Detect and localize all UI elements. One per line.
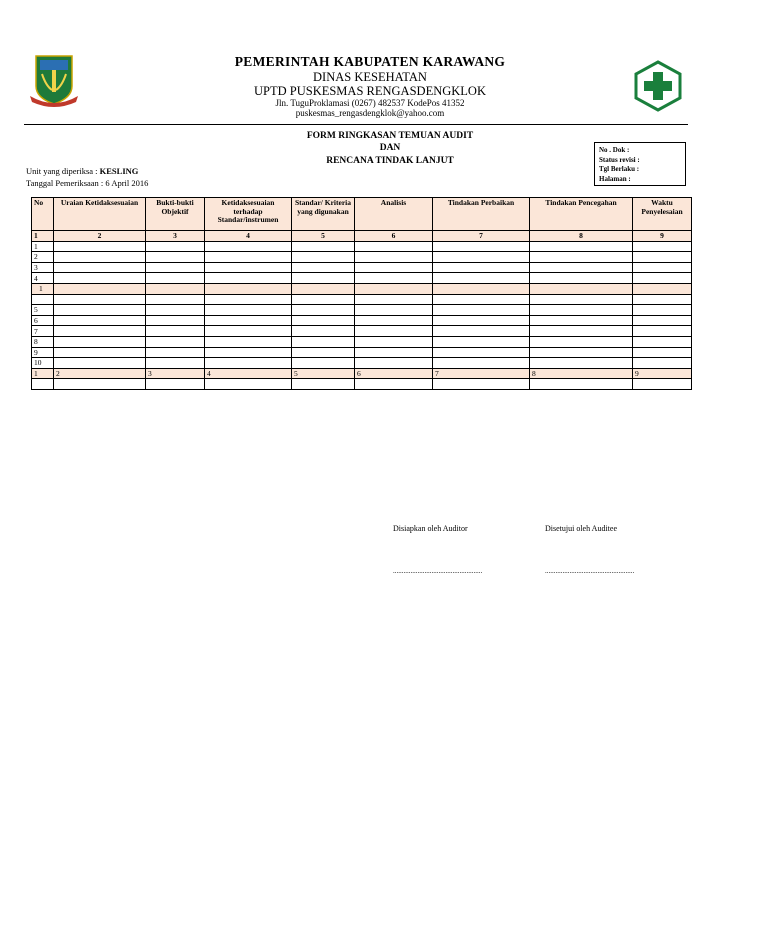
- unit-info: [26, 166, 138, 176]
- column-number: 2: [54, 368, 146, 379]
- row-number: 9: [32, 347, 54, 358]
- letterhead-government: PEMERINTAH KABUPATEN KARAWANG: [234, 54, 506, 69]
- col-header: Analisis: [355, 198, 433, 231]
- column-number: 1: [32, 231, 54, 242]
- column-number: 6: [355, 231, 433, 242]
- unit-value: KESLING: [99, 166, 139, 176]
- auditor-signature-label: Disiapkan oleh Auditor: [393, 524, 468, 533]
- column-number: 4: [205, 368, 292, 379]
- row-number: 5: [32, 305, 54, 316]
- table-row: [32, 379, 692, 390]
- date-value: 6 April 2016: [105, 178, 149, 188]
- column-number: 5: [292, 231, 355, 242]
- letterhead-email: puskesmas_rengasdengklok@yahoo.com: [295, 108, 445, 118]
- doc-number-label: No . Dok :: [599, 146, 630, 154]
- col-header: Waktu Penyelesaian: [633, 198, 692, 231]
- column-number: 9: [633, 368, 692, 379]
- col-header: Ketidaksesuaian terhadap Standar/instrumen: [205, 198, 292, 231]
- row-number: 1: [32, 241, 54, 252]
- column-number: 7: [433, 368, 530, 379]
- letterhead-divider: [24, 124, 688, 125]
- form-title-line2: DAN: [379, 143, 401, 153]
- table-row: [32, 347, 692, 358]
- auditee-signature-line: ...................................................: [545, 567, 635, 575]
- form-title-line3: RENCANA TINDAK LANJUT: [326, 156, 454, 166]
- table-row: [32, 315, 692, 326]
- table-row: [32, 336, 692, 347]
- table-header-row: [32, 198, 692, 231]
- row-number: 2: [32, 252, 54, 263]
- col-header: Standar/ Kriteria yang digunakan: [292, 198, 355, 231]
- document-info-box: [594, 142, 686, 186]
- table-row: [32, 358, 692, 369]
- column-number: 3: [146, 368, 205, 379]
- column-number: 3: [146, 231, 205, 242]
- column-number: 7: [433, 231, 530, 242]
- audit-findings-table: [31, 197, 692, 390]
- table-row: [32, 252, 692, 263]
- auditor-signature-line: ...................................................: [393, 567, 483, 575]
- column-number-row: [32, 231, 692, 242]
- row-number: 3: [32, 262, 54, 273]
- row-number: 8: [32, 336, 54, 347]
- letterhead-unit: UPTD PUSKESMAS RENGASDENGKLOK: [254, 84, 486, 98]
- col-header: Bukti-bukti Objektif: [146, 198, 205, 231]
- table-row: [32, 294, 692, 305]
- table-row: [32, 273, 692, 284]
- row-number: 6: [32, 315, 54, 326]
- date-label: Tanggal Pemeriksaan :: [26, 178, 104, 188]
- row-number: 1: [32, 283, 54, 294]
- col-header: Tindakan Pencegahan: [530, 198, 633, 231]
- table-row: [32, 241, 692, 252]
- auditee-signature-label: Disetujui oleh Auditee: [545, 524, 617, 533]
- doc-page-label: Halaman :: [599, 174, 631, 183]
- letterhead-address: Jln. TuguProklamasi (0267) 482537 KodePos 41352: [275, 98, 465, 108]
- date-info: [26, 178, 148, 188]
- row-number: 10: [32, 358, 54, 369]
- column-number: 8: [530, 231, 633, 242]
- doc-status-label: Status revisi :: [599, 155, 640, 164]
- table-row-highlight: [32, 283, 692, 294]
- column-number: 5: [292, 368, 355, 379]
- form-title-line1: FORM RINGKASAN TEMUAN AUDIT: [306, 131, 474, 141]
- letterhead-department: DINAS KESEHATAN: [313, 70, 427, 84]
- table-row: [32, 262, 692, 273]
- column-number: 8: [530, 368, 633, 379]
- column-number: 4: [205, 231, 292, 242]
- health-cross-logo: [632, 60, 684, 112]
- table-row: [32, 326, 692, 337]
- column-number: 6: [355, 368, 433, 379]
- row-number: 7: [32, 326, 54, 337]
- col-header: No: [32, 198, 54, 231]
- karawang-crest-logo: [26, 52, 82, 108]
- unit-label: Unit yang diperiksa :: [26, 166, 98, 176]
- column-number: 1: [32, 368, 54, 379]
- col-header: Uraian Ketidaksesuaian: [54, 198, 146, 231]
- col-header: Tindakan Perbaikan: [433, 198, 530, 231]
- row-number: 4: [32, 273, 54, 284]
- column-number: 9: [633, 231, 692, 242]
- table-row: [32, 305, 692, 316]
- doc-date-label: Tgl Berlaku :: [599, 165, 640, 174]
- column-number: 2: [54, 231, 146, 242]
- column-number-row-repeat: [32, 368, 692, 379]
